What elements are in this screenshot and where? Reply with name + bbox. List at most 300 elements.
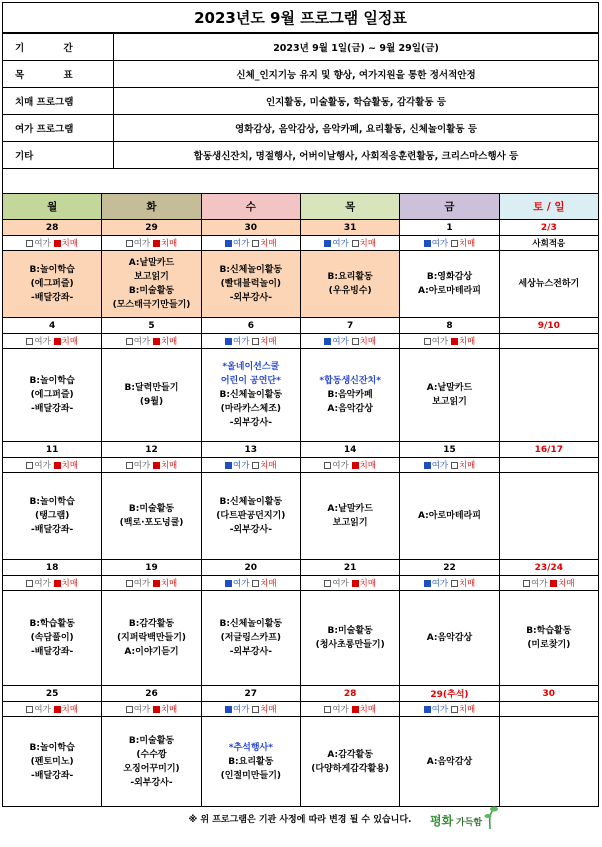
info-label [3, 88, 114, 115]
program-cell [499, 591, 598, 686]
leisure-checkbox-icon [324, 240, 331, 247]
weekday-header-row [3, 194, 599, 220]
info-row [3, 88, 599, 115]
tag-cell [3, 458, 102, 473]
leisure-tag-label: 여가 [431, 579, 449, 589]
tag-cell [499, 236, 598, 251]
tag-row [3, 236, 599, 251]
dementia-checkbox-icon [451, 240, 458, 247]
dementia-tag-label: 치매 [160, 337, 178, 347]
program-line: A:아로마테라피 [418, 286, 481, 296]
leisure-tag-label: 여가 [34, 705, 51, 715]
leisure-tag-label: 여가 [34, 579, 51, 589]
leisure-tag-label: 여가 [133, 239, 151, 249]
leisure-checkbox-icon [26, 580, 33, 587]
leisure-checkbox-icon [324, 462, 331, 469]
dementia-tag-label: 치매 [458, 337, 476, 347]
leisure-tag-label: 여가 [531, 579, 548, 589]
program-cell [3, 251, 102, 318]
program-line: (9월) [139, 397, 164, 407]
program-line: -외부강사- [229, 647, 272, 657]
date-cell: 25 [3, 686, 102, 702]
dementia-tag-label: 치매 [260, 239, 277, 249]
spacer-row [2, 169, 599, 193]
program-line: B:학습활동 [526, 626, 572, 636]
program-line: -외부강사- [130, 777, 173, 788]
date-row [3, 560, 599, 576]
program-line: B:달력만들기 [124, 383, 179, 393]
dementia-tag-label: 치매 [61, 337, 78, 347]
tag-cell [499, 334, 598, 349]
leisure-tag-label: 여가 [133, 337, 151, 347]
program-line: B:신체놀이활동 [219, 619, 283, 629]
dementia-tag-label: 치매 [260, 461, 277, 471]
program-line: -배달강좌- [31, 770, 74, 781]
leisure-checkbox-icon [424, 338, 431, 345]
program-line: -배달강좌- [31, 293, 74, 303]
leisure-checkbox-icon [26, 240, 33, 247]
program-line: A:낱말카드 [128, 258, 175, 268]
date-cell: 29(추석) [400, 686, 499, 702]
program-cell [300, 473, 399, 560]
tag-cell [201, 702, 300, 717]
calendar-table [2, 193, 599, 807]
dementia-checkbox-icon [153, 240, 160, 247]
leisure-checkbox-icon [126, 580, 133, 587]
tag-cell [201, 334, 300, 349]
program-cell [102, 591, 201, 686]
program-line: (미로찾기) [527, 640, 571, 650]
dementia-tag-label: 치매 [160, 705, 178, 715]
tag-row [3, 458, 599, 473]
program-cell [201, 591, 300, 686]
weekday-header: 토 / 일 [499, 194, 598, 220]
leisure-checkbox-icon [225, 240, 232, 247]
tag-cell [102, 702, 201, 717]
dementia-tag-label: 치매 [359, 337, 376, 347]
tag-cell [3, 576, 102, 591]
weekday-header: 금 [400, 194, 499, 220]
event-line: *추석행사* [228, 742, 273, 753]
program-line: B:놀이학습 [29, 265, 75, 275]
svg-text:평화: 평화 [430, 814, 454, 828]
program-line: A:아로마테라피 [418, 511, 481, 521]
program-line: B:음악카페 [327, 390, 373, 400]
program-cell [201, 349, 300, 442]
program-line: B:미술활동 [128, 504, 175, 514]
tag-cell [300, 236, 399, 251]
program-line: 보고읽기 [134, 272, 169, 282]
program-line: (다양하게감각활용) [311, 763, 390, 774]
program-line: (모스태극기만들기) [112, 300, 191, 310]
program-cell [300, 349, 399, 442]
logo-icon [428, 803, 500, 833]
info-row [3, 61, 599, 88]
event-line: *합동생신잔치* [319, 376, 381, 386]
leisure-tag-label: 여가 [34, 337, 51, 347]
program-cell [300, 717, 399, 807]
tag-cell [499, 702, 598, 717]
program-line: -외부강사- [229, 418, 272, 428]
content-row [3, 717, 599, 807]
weekday-header: 화 [102, 194, 201, 220]
program-line: 세상뉴스전하기 [518, 279, 580, 289]
leisure-tag-label: 여가 [233, 579, 250, 589]
date-cell: 22 [400, 560, 499, 576]
program-cell [300, 591, 399, 686]
tag-row [3, 334, 599, 349]
date-cell: 7 [300, 318, 399, 334]
program-line: (수수깡 [136, 749, 167, 760]
leisure-checkbox-icon [126, 338, 133, 345]
tag-cell [300, 334, 399, 349]
program-cell [3, 349, 102, 442]
page-title: 2023년도 9월 프로그램 일정표 [2, 2, 599, 33]
program-cell [499, 349, 598, 442]
footer-note: ※ 위 프로그램은 기관 사정에 따라 변경 될 수 있습니다. [188, 815, 412, 825]
program-line: B:신체놀이활동 [219, 390, 283, 400]
program-cell [400, 473, 499, 560]
dementia-tag-label: 치매 [359, 705, 376, 715]
dementia-tag-label: 치매 [61, 579, 78, 589]
svg-text:가득함: 가득함 [456, 818, 483, 828]
leisure-checkbox-icon [225, 462, 232, 469]
program-line: -배달강좌- [31, 647, 74, 657]
leisure-checkbox-icon [523, 580, 530, 587]
program-line: (지퍼락백만들기) [116, 633, 187, 643]
info-value: 영화감상, 음악감상, 음악카페, 요리활동, 신체놀이활동 등 [114, 115, 599, 142]
weekday-header: 월 [3, 194, 102, 220]
dementia-checkbox-icon [451, 706, 458, 713]
program-cell [499, 473, 598, 560]
program-cell [300, 251, 399, 318]
date-cell: 16/17 [499, 442, 598, 458]
leisure-checkbox-icon [424, 706, 431, 713]
leisure-tag-label: 여가 [233, 461, 250, 471]
program-line: B:신체놀이활동 [219, 265, 283, 275]
program-line: A:낱말카드 [426, 383, 473, 393]
date-cell: 31 [300, 220, 399, 236]
info-label [3, 34, 114, 61]
leisure-tag-label: 여가 [233, 337, 250, 347]
info-label [3, 115, 114, 142]
dementia-checkbox-icon [550, 580, 557, 587]
tag-cell [300, 702, 399, 717]
program-line: (인절미만들기) [220, 770, 282, 781]
event-line: 어린이 공연단* [220, 376, 281, 386]
program-line: (다트판공던지기) [216, 511, 286, 521]
dementia-tag-label: 치매 [61, 461, 78, 471]
leisure-tag-label: 여가 [233, 705, 250, 715]
date-row [3, 318, 599, 334]
date-row [3, 442, 599, 458]
program-line: A:감각활동 [327, 749, 373, 760]
dementia-tag-label: 치매 [359, 239, 376, 249]
dementia-checkbox-icon [252, 240, 259, 247]
date-cell: 2/3 [499, 220, 598, 236]
program-cell [102, 717, 201, 807]
dementia-checkbox-icon [54, 338, 61, 345]
date-cell: 9/10 [499, 318, 598, 334]
leisure-checkbox-icon [225, 706, 232, 713]
program-line: (에그퍼즐) [30, 279, 74, 289]
leisure-checkbox-icon [126, 706, 133, 713]
program-cell [400, 349, 499, 442]
dementia-checkbox-icon [252, 706, 259, 713]
program-line: B:영화감상 [426, 272, 473, 282]
leisure-checkbox-icon [26, 706, 33, 713]
tag-cell [400, 334, 499, 349]
program-cell [400, 251, 499, 318]
leisure-tag-label: 여가 [133, 579, 151, 589]
leisure-checkbox-icon [26, 462, 33, 469]
date-cell: 4 [3, 318, 102, 334]
program-line: B:신체놀이활동 [219, 497, 283, 507]
program-line: (빨대블럭놀이) [220, 279, 282, 289]
program-line: (우유빙수) [328, 286, 372, 296]
dementia-checkbox-icon [252, 338, 259, 345]
program-line: 오징어꾸미기) [123, 763, 180, 774]
leisure-checkbox-icon [324, 580, 331, 587]
tag-cell [499, 576, 598, 591]
leisure-tag-label: 여가 [34, 239, 51, 249]
dementia-tag-label: 치매 [359, 461, 376, 471]
leisure-tag-label: 여가 [332, 461, 349, 471]
date-cell: 6 [201, 318, 300, 334]
dementia-checkbox-icon [352, 580, 359, 587]
tag-cell [102, 334, 201, 349]
dementia-checkbox-icon [352, 338, 359, 345]
program-line: (마라카스체조) [220, 404, 282, 414]
weekday-header: 수 [201, 194, 300, 220]
leisure-checkbox-icon [225, 338, 232, 345]
program-line: (에그퍼즐) [30, 390, 74, 400]
program-cell [102, 349, 201, 442]
program-line: A:음악감상 [327, 404, 373, 414]
dementia-checkbox-icon [451, 338, 458, 345]
program-line: B:미술활동 [128, 286, 175, 296]
info-row [3, 115, 599, 142]
dementia-tag-label: 치매 [61, 239, 78, 249]
dementia-checkbox-icon [153, 580, 160, 587]
tag-cell [201, 236, 300, 251]
date-cell: 15 [400, 442, 499, 458]
program-line: -외부강사- [229, 293, 272, 303]
tag-cell [300, 458, 399, 473]
tag-row [3, 702, 599, 717]
date-cell: 26 [102, 686, 201, 702]
dementia-checkbox-icon [54, 706, 61, 713]
program-line: B:미술활동 [128, 735, 175, 746]
info-row [3, 142, 599, 169]
tag-cell [400, 458, 499, 473]
program-line: B:미술활동 [327, 626, 373, 636]
program-cell [400, 591, 499, 686]
program-line: (백로·포도넝쿨) [119, 518, 184, 528]
leisure-tag-label: 여가 [431, 461, 449, 471]
program-line: (저글링스카프) [220, 633, 282, 643]
program-line: (펜토미노) [30, 756, 74, 767]
leisure-tag-label: 여가 [332, 337, 349, 347]
program-line: B:놀이학습 [29, 742, 75, 753]
program-line: B:감각활동 [128, 619, 175, 629]
dementia-tag-label: 치매 [160, 461, 178, 471]
dementia-tag-label: 치매 [458, 461, 476, 471]
content-row [3, 591, 599, 686]
leisure-checkbox-icon [424, 580, 431, 587]
info-value: 신체_인지기능 유지 및 향상, 여가지원을 통한 정서적안정 [114, 61, 599, 88]
info-table [2, 33, 599, 169]
program-line: -배달강좌- [31, 404, 74, 414]
dementia-checkbox-icon [451, 462, 458, 469]
info-value: 2023년 9월 1일(금) ~ 9월 29일(금) [114, 34, 599, 61]
content-row [3, 349, 599, 442]
tag-cell [3, 702, 102, 717]
tag-cell [201, 576, 300, 591]
dementia-checkbox-icon [352, 462, 359, 469]
dementia-tag-label: 치매 [458, 579, 476, 589]
program-line: A:낱말카드 [327, 504, 373, 514]
program-line: 보고읽기 [332, 518, 368, 528]
info-row [3, 34, 599, 61]
tag-cell [102, 576, 201, 591]
info-label [3, 61, 114, 88]
tag-cell [102, 458, 201, 473]
leisure-tag-label: 여가 [34, 461, 51, 471]
date-cell: 12 [102, 442, 201, 458]
dementia-tag-label: 치매 [260, 579, 277, 589]
dementia-checkbox-icon [54, 240, 61, 247]
tag-cell [102, 236, 201, 251]
leisure-checkbox-icon [324, 706, 331, 713]
date-cell: 18 [3, 560, 102, 576]
date-cell: 13 [201, 442, 300, 458]
program-line: B:놀이학습 [29, 497, 75, 507]
tag-cell [3, 236, 102, 251]
dementia-tag-label: 치매 [160, 239, 178, 249]
date-cell: 19 [102, 560, 201, 576]
date-cell: 23/24 [499, 560, 598, 576]
program-cell [201, 717, 300, 807]
info-label-text: 기타 [15, 151, 34, 162]
program-cell [3, 473, 102, 560]
tag-cell [300, 576, 399, 591]
info-label-text: 치매 프로그램 [15, 97, 74, 108]
schedule-page [2, 2, 599, 807]
program-line: 보고읽기 [432, 397, 467, 407]
date-row [3, 686, 599, 702]
info-label-text: 목 표 [15, 70, 91, 81]
date-cell: 8 [400, 318, 499, 334]
dementia-checkbox-icon [54, 580, 61, 587]
leisure-checkbox-icon [424, 462, 431, 469]
leisure-checkbox-icon [126, 462, 133, 469]
leisure-checkbox-icon [26, 338, 33, 345]
program-line: (속담풀이) [30, 633, 74, 643]
dementia-checkbox-icon [252, 580, 259, 587]
date-cell: 14 [300, 442, 399, 458]
date-cell: 30 [201, 220, 300, 236]
tag-cell [400, 576, 499, 591]
date-row [3, 220, 599, 236]
tag-cell [499, 458, 598, 473]
program-cell [3, 717, 102, 807]
dementia-checkbox-icon [252, 462, 259, 469]
info-value: 인지활동, 미술활동, 학습활동, 감각활동 등 [114, 88, 599, 115]
leisure-checkbox-icon [424, 240, 431, 247]
leisure-tag-label: 여가 [431, 337, 449, 347]
dementia-tag-label: 치매 [458, 239, 476, 249]
tag-cell [201, 458, 300, 473]
info-label-text: 여가 프로그램 [15, 124, 74, 135]
date-cell: 20 [201, 560, 300, 576]
date-cell: 28 [300, 686, 399, 702]
leisure-tag-label: 여가 [133, 461, 151, 471]
event-line: *올네이션스쿨 [222, 362, 280, 372]
date-cell: 21 [300, 560, 399, 576]
content-row [3, 473, 599, 560]
program-line: A:음악감상 [426, 633, 473, 643]
program-cell [3, 591, 102, 686]
program-cell [201, 473, 300, 560]
leisure-tag-label: 여가 [133, 705, 151, 715]
dementia-checkbox-icon [54, 462, 61, 469]
date-cell: 28 [3, 220, 102, 236]
tag-cell [3, 334, 102, 349]
dementia-tag-label: 치매 [160, 579, 178, 589]
program-line: B:요리활동 [228, 756, 274, 767]
leisure-tag-label: 여가 [431, 705, 449, 715]
program-line: B:요리활동 [327, 272, 373, 282]
tag-row [3, 576, 599, 591]
info-label [3, 142, 114, 169]
info-label-text: 기 간 [15, 43, 91, 54]
program-line: A:음악감상 [426, 756, 473, 767]
program-cell [400, 717, 499, 807]
program-line: -배달강좌- [31, 525, 74, 535]
leisure-tag-label: 여가 [332, 239, 349, 249]
date-cell: 11 [3, 442, 102, 458]
dementia-tag-label: 치매 [359, 579, 376, 589]
date-cell: 29 [102, 220, 201, 236]
dementia-checkbox-icon [352, 706, 359, 713]
program-line: B:학습활동 [29, 619, 75, 629]
program-line: B:놀이학습 [29, 376, 75, 386]
leisure-tag-label: 여가 [332, 705, 349, 715]
leisure-checkbox-icon [126, 240, 133, 247]
program-cell [201, 251, 300, 318]
weekday-header: 목 [300, 194, 399, 220]
program-cell [102, 473, 201, 560]
tag-cell [400, 702, 499, 717]
tag-text: 사회적응 [532, 239, 566, 249]
dementia-checkbox-icon [352, 240, 359, 247]
date-cell: 5 [102, 318, 201, 334]
dementia-checkbox-icon [153, 462, 160, 469]
info-value: 합동생신잔치, 명절행사, 어버이날행사, 사회적응훈련활동, 크리스마스행사 등 [114, 142, 599, 169]
program-line: -외부강사- [229, 525, 272, 535]
dementia-tag-label: 치매 [260, 705, 277, 715]
dementia-checkbox-icon [153, 706, 160, 713]
content-row [3, 251, 599, 318]
leisure-tag-label: 여가 [332, 579, 349, 589]
program-line: A:이야기듣기 [124, 647, 179, 657]
leisure-checkbox-icon [324, 338, 331, 345]
leisure-tag-label: 여가 [233, 239, 250, 249]
program-line: (탱그램) [35, 511, 70, 521]
dementia-checkbox-icon [153, 338, 160, 345]
dementia-tag-label: 치매 [260, 337, 277, 347]
